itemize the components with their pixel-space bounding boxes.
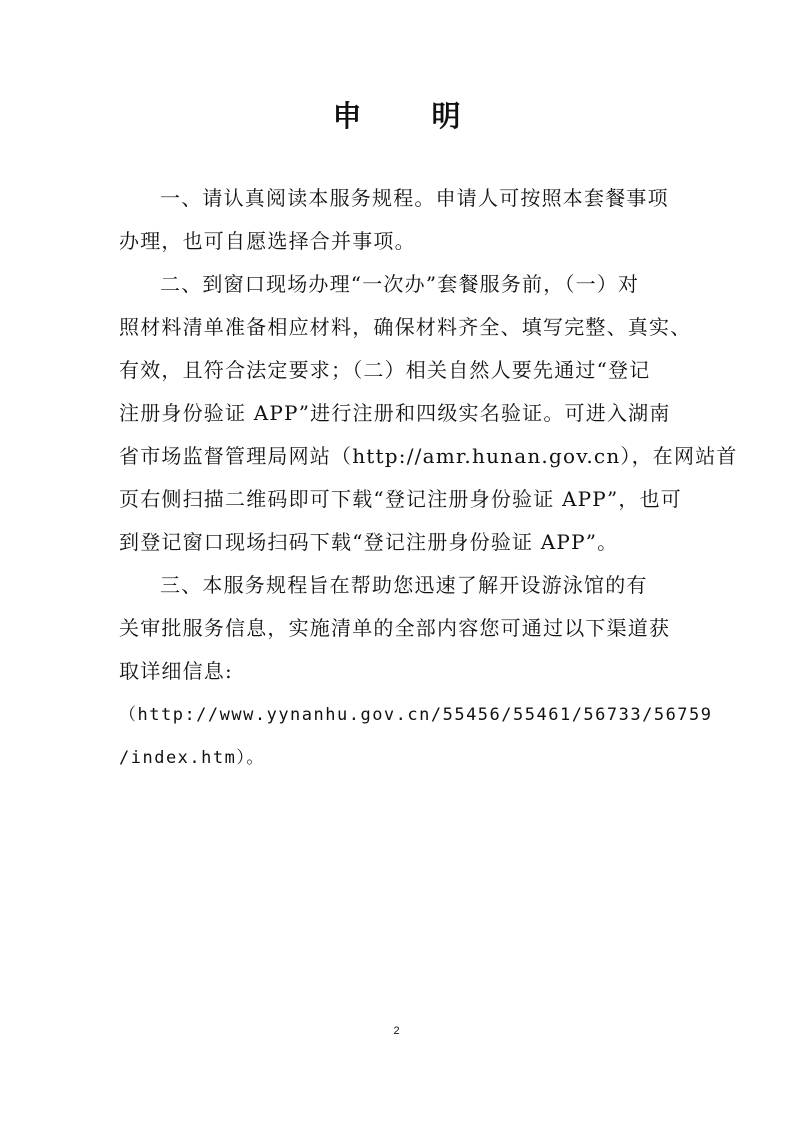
paragraph-line: 照材料清单准备相应材料，确保材料齐全、填写完整、真实、 [119,315,692,339]
paragraph-line: 一、请认真阅读本服务规程。申请人可按照本套餐事项 [160,186,669,210]
paragraph-line: 三、本服务规程旨在帮助您迅速了解开设游泳馆的有 [160,573,648,597]
paragraph-line: 页右侧扫描二维码即可下载“登记注册身份验证 APP”，也可 [119,487,682,511]
paragraph-line: 关审批服务信息，实施清单的全部内容您可通过以下渠道获 [119,616,671,640]
paragraph-line: 办理，也可自愿选择合并事项。 [119,229,416,253]
paragraph-line: 注册身份验证 APP”进行注册和四级实名验证。可进入湖南 [119,401,671,425]
url-line: /index.htm）。 [119,748,265,768]
paragraph-line: 取详细信息: [119,659,233,683]
paragraph-line: 省市场监督管理局网站（http://amr.hunan.gov.cn），在网站首 [119,444,738,468]
paragraph-line: 二、到窗口现场办理“一次办”套餐服务前，（一）对 [160,272,640,296]
page-number: 2 [393,1025,400,1037]
page-title: 申 明 [332,99,491,133]
paragraph-line: 到登记窗口现场扫码下载“登记注册身份验证 APP”。 [119,530,619,554]
paragraph-line: 有效，且符合法定要求；（二）相关自然人要先通过“登记 [119,358,651,382]
url-line: （http://www.yynanhu.gov.cn/55456/55461/56733/56759 [119,705,713,725]
